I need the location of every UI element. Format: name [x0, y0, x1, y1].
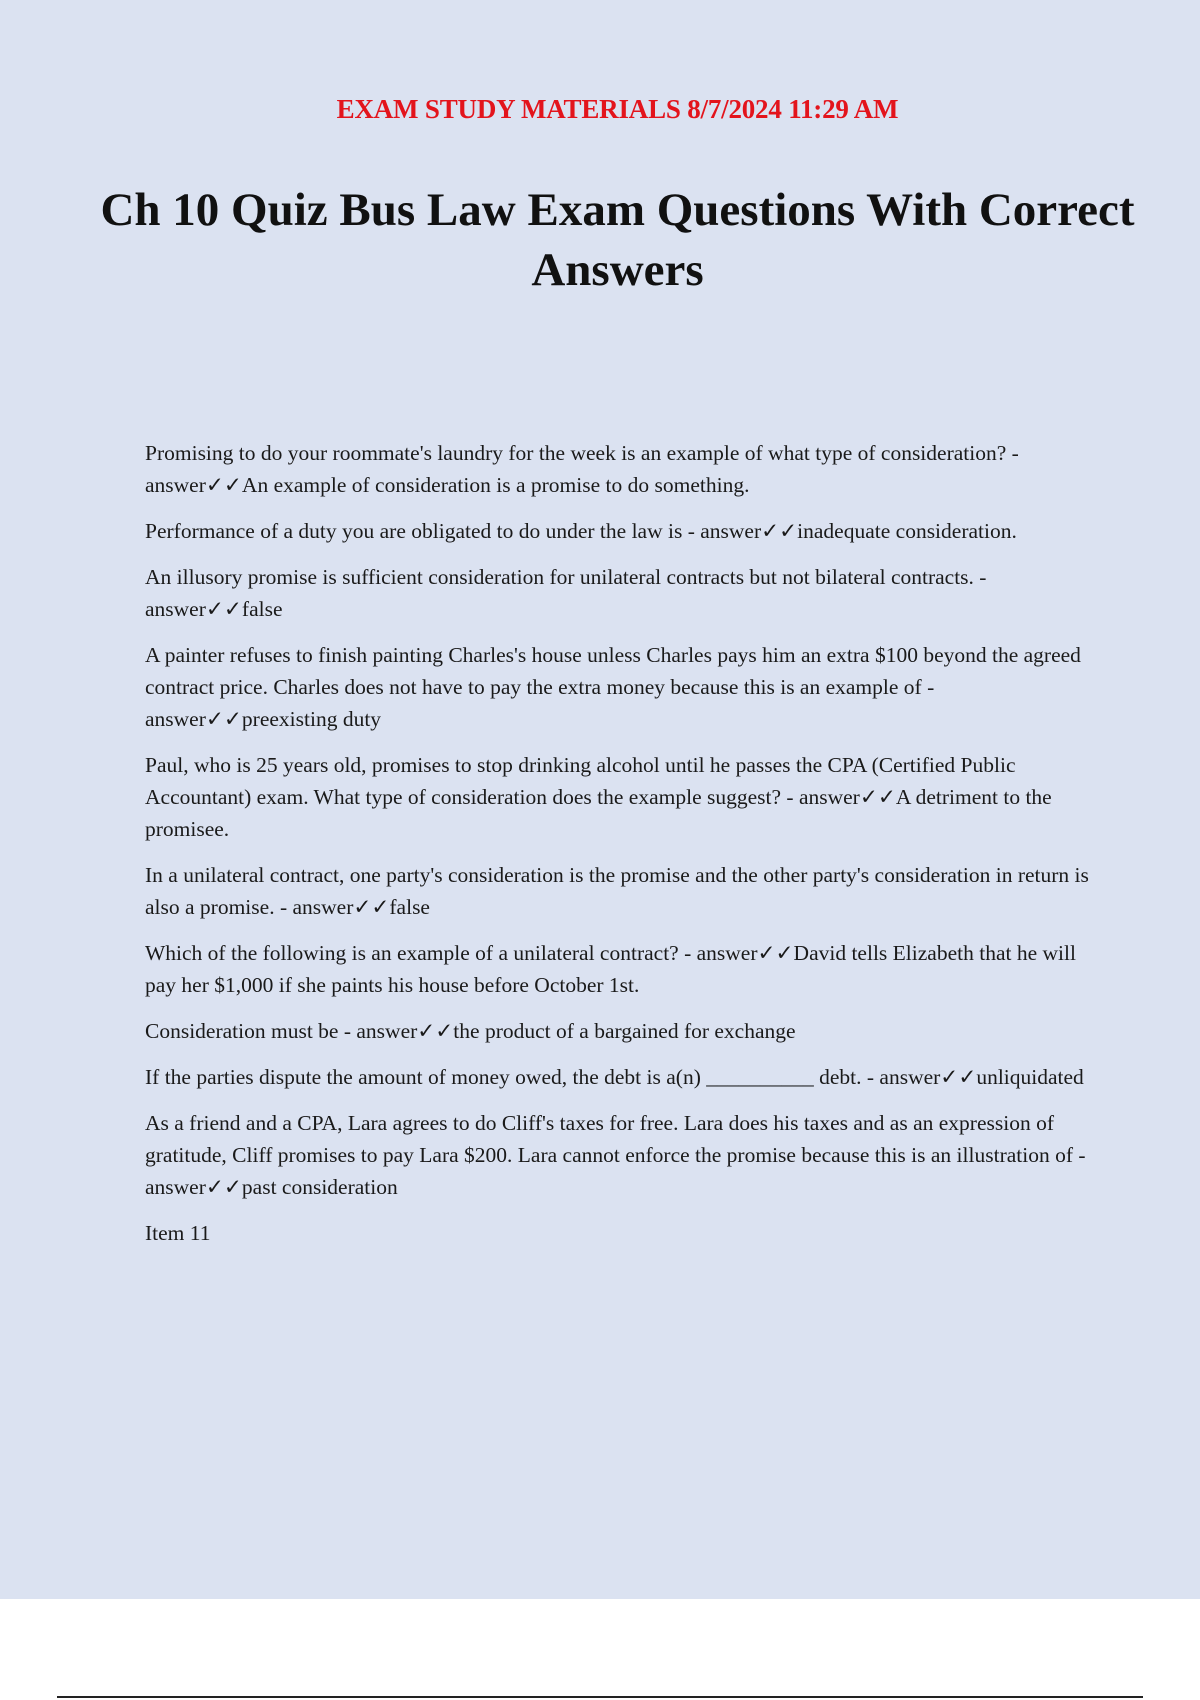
qa-item: A painter refuses to finish painting Charles's house unless Charles pays him an extra $100 beyond the agreed contract price. Charles does not have to pay the extra money because this is an example of - answer✓✓preexisting duty [145, 643, 1081, 731]
qa-item: In a unilateral contract, one party's consideration is the promise and the other party's consideration in return is also a promise. - answer✓✓false [145, 863, 1089, 919]
qa-item: Performance of a duty you are obligated to do under the law is - answer✓✓inadequate consideration. [145, 519, 1017, 543]
qa-item: An illusory promise is sufficient consideration for unilateral contracts but not bilateral contracts. - answer✓✓false [145, 565, 987, 621]
qa-item: Consideration must be - answer✓✓the product of a bargained for exchange [145, 1019, 796, 1043]
footer-divider [57, 1696, 1143, 1698]
qa-list [145, 437, 1095, 1263]
qa-item: If the parties dispute the amount of money owed, the debt is a(n) __________ debt. - answer✓✓unliquidated [145, 1065, 1084, 1089]
qa-item: Paul, who is 25 years old, promises to stop drinking alcohol until he passes the CPA (Certified Public Accountant) exam. What type of consideration does the example suggest? - answer✓✓A detriment to the promisee. [145, 753, 1052, 841]
qa-item: As a friend and a CPA, Lara agrees to do Cliff's taxes for free. Lara does his taxes and as an expression of gratitude, Cliff promises to pay Lara $200. Lara cannot enforce the promise because this is an illustration of - answer✓✓past consideration [145, 1111, 1086, 1199]
qa-item: Promising to do your roommate's laundry for the week is an example of what type of consideration? - answer✓✓An example of consideration is a promise to do something. [145, 441, 1019, 497]
exam-header: EXAM STUDY MATERIALS 8/7/2024 11:29 AM [336, 94, 899, 124]
document-title: Ch 10 Quiz Bus Law Exam Questions With Correct Answers [100, 184, 1135, 296]
qa-item: Item 11 [145, 1221, 211, 1245]
qa-item: Which of the following is an example of a unilateral contract? - answer✓✓David tells Elizabeth that he will pay her $1,000 if she paints his house before October 1st. [145, 941, 1076, 997]
